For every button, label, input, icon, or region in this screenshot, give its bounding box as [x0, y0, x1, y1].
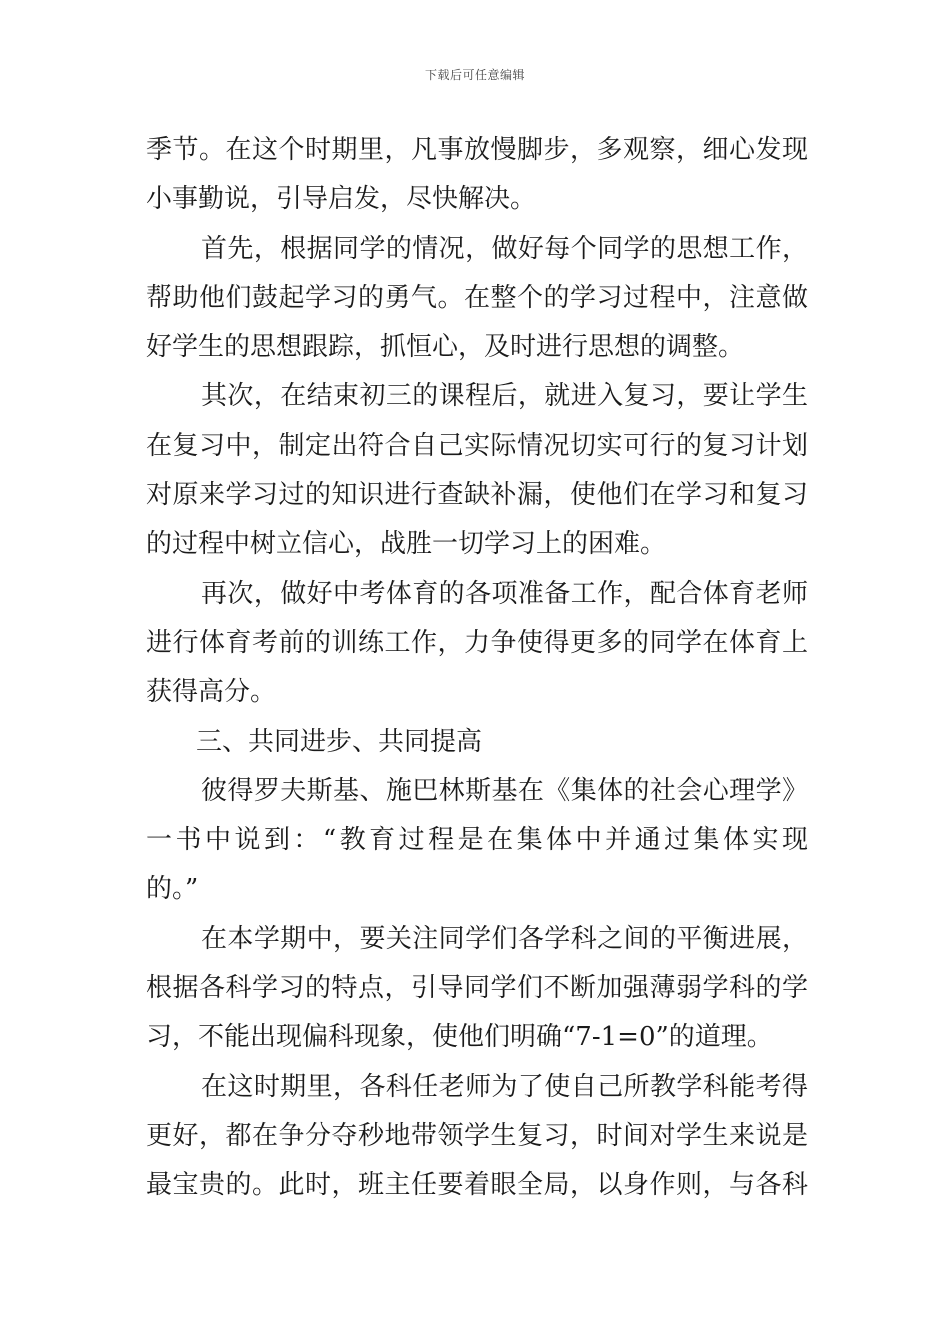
- text-line: 彼得罗夫斯基、施巴林斯基在《集体的社会心理学》: [201, 775, 808, 806]
- text-line: 小事勤说，引导启发，尽快解决。: [146, 184, 537, 215]
- section-heading: 三、共同进步、共同提高: [196, 726, 483, 757]
- text-line: 在本学期中，要关注同学们各学科之间的平衡进展，: [201, 923, 808, 954]
- text-line: 的过程中树立信心，战胜一切学习上的困难。: [146, 529, 667, 560]
- text-line: 最宝贵的。此时，班主任要着眼全局，以身作则，与各科: [146, 1170, 808, 1201]
- text-line: 其次，在结束初三的课程后，就进入复习，要让学生: [201, 381, 808, 412]
- text-line: 进行体育考前的训练工作，力争使得更多的同学在体育上: [146, 627, 808, 658]
- text-line: 再次，做好中考体育的各项准备工作，配合体育老师: [201, 578, 808, 609]
- text-line: 在这时期里，各科任老师为了使自己所教学科能考得: [201, 1071, 808, 1102]
- text-line: 获得高分。: [146, 677, 277, 708]
- text-line: 一书中说到：“教育过程是在集体中并通过集体实现: [146, 825, 808, 856]
- text-line: 好学生的思想跟踪，抓恒心，及时进行思想的调整。: [146, 332, 745, 363]
- document-body: [146, 126, 808, 1211]
- text-line: 季节。在这个时期里，凡事放慢脚步，多观察，细心发现: [146, 135, 808, 165]
- text-line: 的。”: [146, 874, 199, 905]
- text-line: 习，不能出现偏科现象，使他们明确“7-1=0”的道理。: [146, 1022, 773, 1053]
- page-header: 下载后可任意编辑: [424, 68, 525, 82]
- text-line: 对原来学习过的知识进行查缺补漏，使他们在学习和复习: [146, 480, 808, 511]
- text-line: 帮助他们鼓起学习的勇气。在整个的学习过程中，注意做: [146, 282, 808, 313]
- text-line: 在复习中，制定出符合自己实际情况切实可行的复习计划: [146, 430, 808, 461]
- text-line: 根据各科学习的特点，引导同学们不断加强薄弱学科的学: [146, 973, 808, 1004]
- text-line: 更好，都在争分夺秒地带领学生复习，时间对学生来说是: [146, 1120, 808, 1151]
- text-line: 首先，根据同学的情况，做好每个同学的思想工作，: [201, 233, 808, 264]
